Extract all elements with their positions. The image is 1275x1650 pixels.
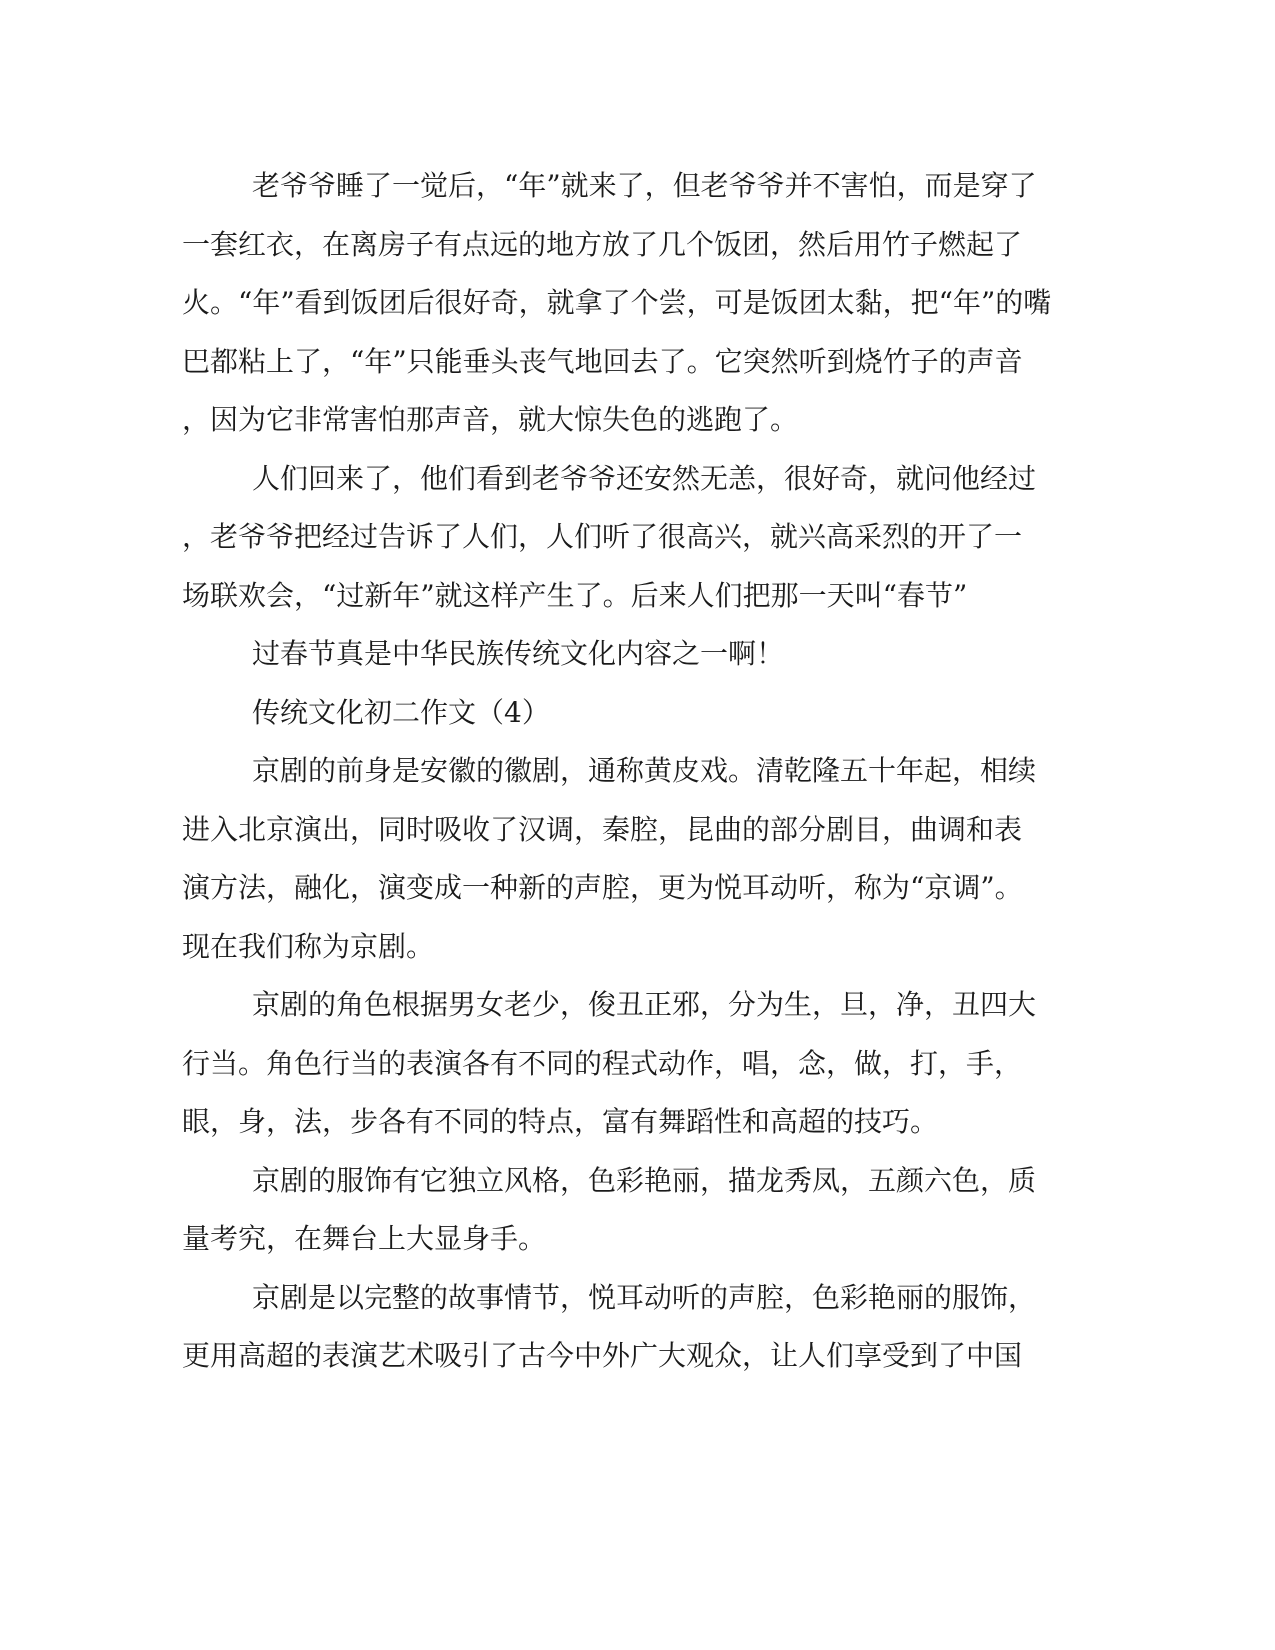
text-line [182, 216, 1042, 275]
text-line [182, 567, 1042, 626]
text-line-content: 传统文化初二作文（4） [252, 695, 550, 729]
text-line [182, 508, 1042, 567]
text-line [182, 976, 1042, 1035]
section-heading [182, 684, 1042, 743]
text-line-content: 京剧是以完整的故事情节，悦耳动听的声腔，色彩艳丽的服饰， [252, 1280, 1037, 1314]
text-line-content: 京剧的服饰有它独立风格，色彩艳丽，描龙秀凤，五颜六色，质 [252, 1163, 1037, 1197]
text-line [182, 918, 1042, 977]
text-line [182, 1327, 1042, 1386]
text-line-content: 现在我们称为京剧。 [182, 929, 435, 963]
text-line [182, 859, 1042, 918]
text-line-content: 行当。角色行当的表演各有不同的程式动作，唱，念，做，打，手， [182, 1046, 1023, 1080]
text-line [182, 333, 1042, 392]
text-line-content: 京剧的前身是安徽的徽剧，通称黄皮戏。清乾隆五十年起，相续 [252, 754, 1037, 787]
text-line [182, 1152, 1042, 1211]
text-line [182, 1210, 1042, 1269]
text-line-content: ，因为它非常害怕那声音，就大惊失色的逃跑了。 [182, 403, 799, 436]
body-text [182, 157, 1052, 1386]
text-line-content: 眼，身，法，步各有不同的特点，富有舞蹈性和高超的技巧。 [182, 1105, 939, 1138]
text-line-content: 过春节真是中华民族传统文化内容之一啊！ [252, 637, 785, 670]
text-line [182, 391, 1042, 450]
text-line [182, 157, 1042, 216]
text-line-content: 演方法，融化，演变成一种新的声腔，更为悦耳动听，称为“京调”。 [182, 871, 1023, 904]
text-line-content: 老爷爷睡了一觉后，“年”就来了，但老爷爷并不害怕，而是穿了 [252, 169, 1037, 202]
text-line [182, 1035, 1042, 1094]
text-line-content: 进入北京演出，同时吸收了汉调，秦腔，昆曲的部分剧目，曲调和表 [182, 812, 1023, 846]
text-line-content: 人们回来了，他们看到老爷爷还安然无恙，很好奇，就问他经过 [252, 461, 1037, 495]
text-line-content: 一套红衣，在离房子有点远的地方放了几个饭团，然后用竹子燃起了 [182, 227, 1023, 261]
text-line [182, 742, 1042, 801]
text-line-content: 火。“年”看到饭团后很好奇，就拿了个尝，可是饭团太黏，把“年”的嘴 [182, 286, 1052, 319]
text-line-content: 巴都粘上了，“年”只能垂头丧气地回去了。它突然听到烧竹子的声音 [182, 344, 1023, 378]
text-line-content: ，老爷爷把经过告诉了人们，人们听了很高兴，就兴高采烈的开了一 [182, 520, 1023, 553]
text-line [182, 450, 1042, 509]
text-line [182, 274, 1052, 333]
text-line-content: 场联欢会，“过新年”就这样产生了。后来人们把那一天叫“春节” [182, 578, 968, 612]
text-line [182, 1269, 1042, 1328]
text-line-content: 京剧的角色根据男女老少，俊丑正邪，分为生，旦，净，丑四大 [252, 988, 1037, 1021]
text-line-content: 量考究，在舞台上大显身手。 [182, 1222, 547, 1255]
text-line [182, 625, 1042, 684]
text-line [182, 1093, 1042, 1152]
text-line-content: 更用高超的表演艺术吸引了古今中外广大观众，让人们享受到了中国 [182, 1339, 1023, 1372]
text-line [182, 801, 1042, 860]
